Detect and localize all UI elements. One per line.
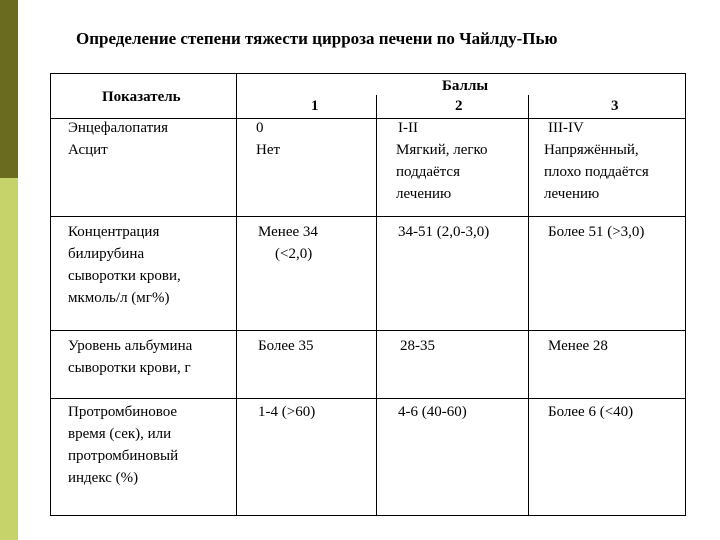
page-title: Определение степени тяжести цирроза печени по Чайлду-Пью <box>76 29 558 48</box>
row-prothrombin-label-line3: протромбиновый <box>68 448 179 464</box>
row-bilirubin-label-line2: билирубина <box>68 246 145 262</box>
header-score-1: 1 <box>311 98 319 114</box>
row-albumin-label-line2: сыворотки крови, г <box>68 360 191 376</box>
header-score-3: 3 <box>611 98 619 114</box>
row-albumin-label-line1: Уровень альбумина <box>68 338 193 354</box>
accent-bar-bottom <box>0 178 18 540</box>
cell-ascites-2-line3: лечению <box>396 186 452 202</box>
cell-ascites-3-line3: лечению <box>544 186 600 202</box>
column-divider-3 <box>528 95 529 516</box>
accent-bar-top <box>0 0 18 178</box>
cell-bilirubin-1-line1: Менее 34 <box>258 224 318 240</box>
cell-prothrombin-1: 1-4 (>60) <box>258 404 316 420</box>
row-bilirubin-label-line3: сыворотки крови, <box>68 268 181 284</box>
cell-ascites-2-line2: поддаётся <box>396 164 460 180</box>
cell-albumin-3: Менее 28 <box>548 338 608 354</box>
column-divider-1 <box>236 73 237 516</box>
cell-bilirubin-2: 34-51 (2,0-3,0) <box>398 224 490 240</box>
cell-prothrombin-2: 4-6 (40-60) <box>398 404 467 420</box>
cell-albumin-2: 28-35 <box>400 338 435 354</box>
cell-bilirubin-1-line2: (<2,0) <box>275 246 313 262</box>
column-divider-2 <box>376 95 377 516</box>
row-divider-1 <box>50 216 686 217</box>
cell-bilirubin-3: Более 51 (>3,0) <box>548 224 645 240</box>
cell-ascites-3-line1: Напряжённый, <box>544 142 639 158</box>
row-ascites-label: Асцит <box>68 142 108 158</box>
header-points: Баллы <box>442 78 489 94</box>
row-divider-3 <box>50 398 686 399</box>
header-indicator: Показатель <box>102 89 181 105</box>
cell-encephalopathy-1: 0 <box>256 120 264 136</box>
cell-ascites-3-line2: плохо поддаётся <box>544 164 649 180</box>
row-prothrombin-label-line2: время (сек), или <box>68 426 172 442</box>
cell-encephalopathy-2: I-II <box>398 120 418 136</box>
cell-albumin-1: Более 35 <box>258 338 314 354</box>
row-prothrombin-label-line1: Протромбиновое <box>68 404 178 420</box>
row-divider-2 <box>50 330 686 331</box>
row-encephalopathy-label: Энцефалопатия <box>68 120 169 136</box>
cell-ascites-1: Нет <box>256 142 281 158</box>
row-bilirubin-label-line4: мкмоль/л (мг%) <box>68 290 170 306</box>
cell-prothrombin-3: Более 6 (<40) <box>548 404 634 420</box>
header-score-2: 2 <box>455 98 463 114</box>
row-prothrombin-label-line4: индекс (%) <box>68 470 139 486</box>
row-bilirubin-label-line1: Концентрация <box>68 224 160 240</box>
cell-ascites-2-line1: Мягкий, легко <box>396 142 488 158</box>
cell-encephalopathy-3: III-IV <box>548 120 584 136</box>
